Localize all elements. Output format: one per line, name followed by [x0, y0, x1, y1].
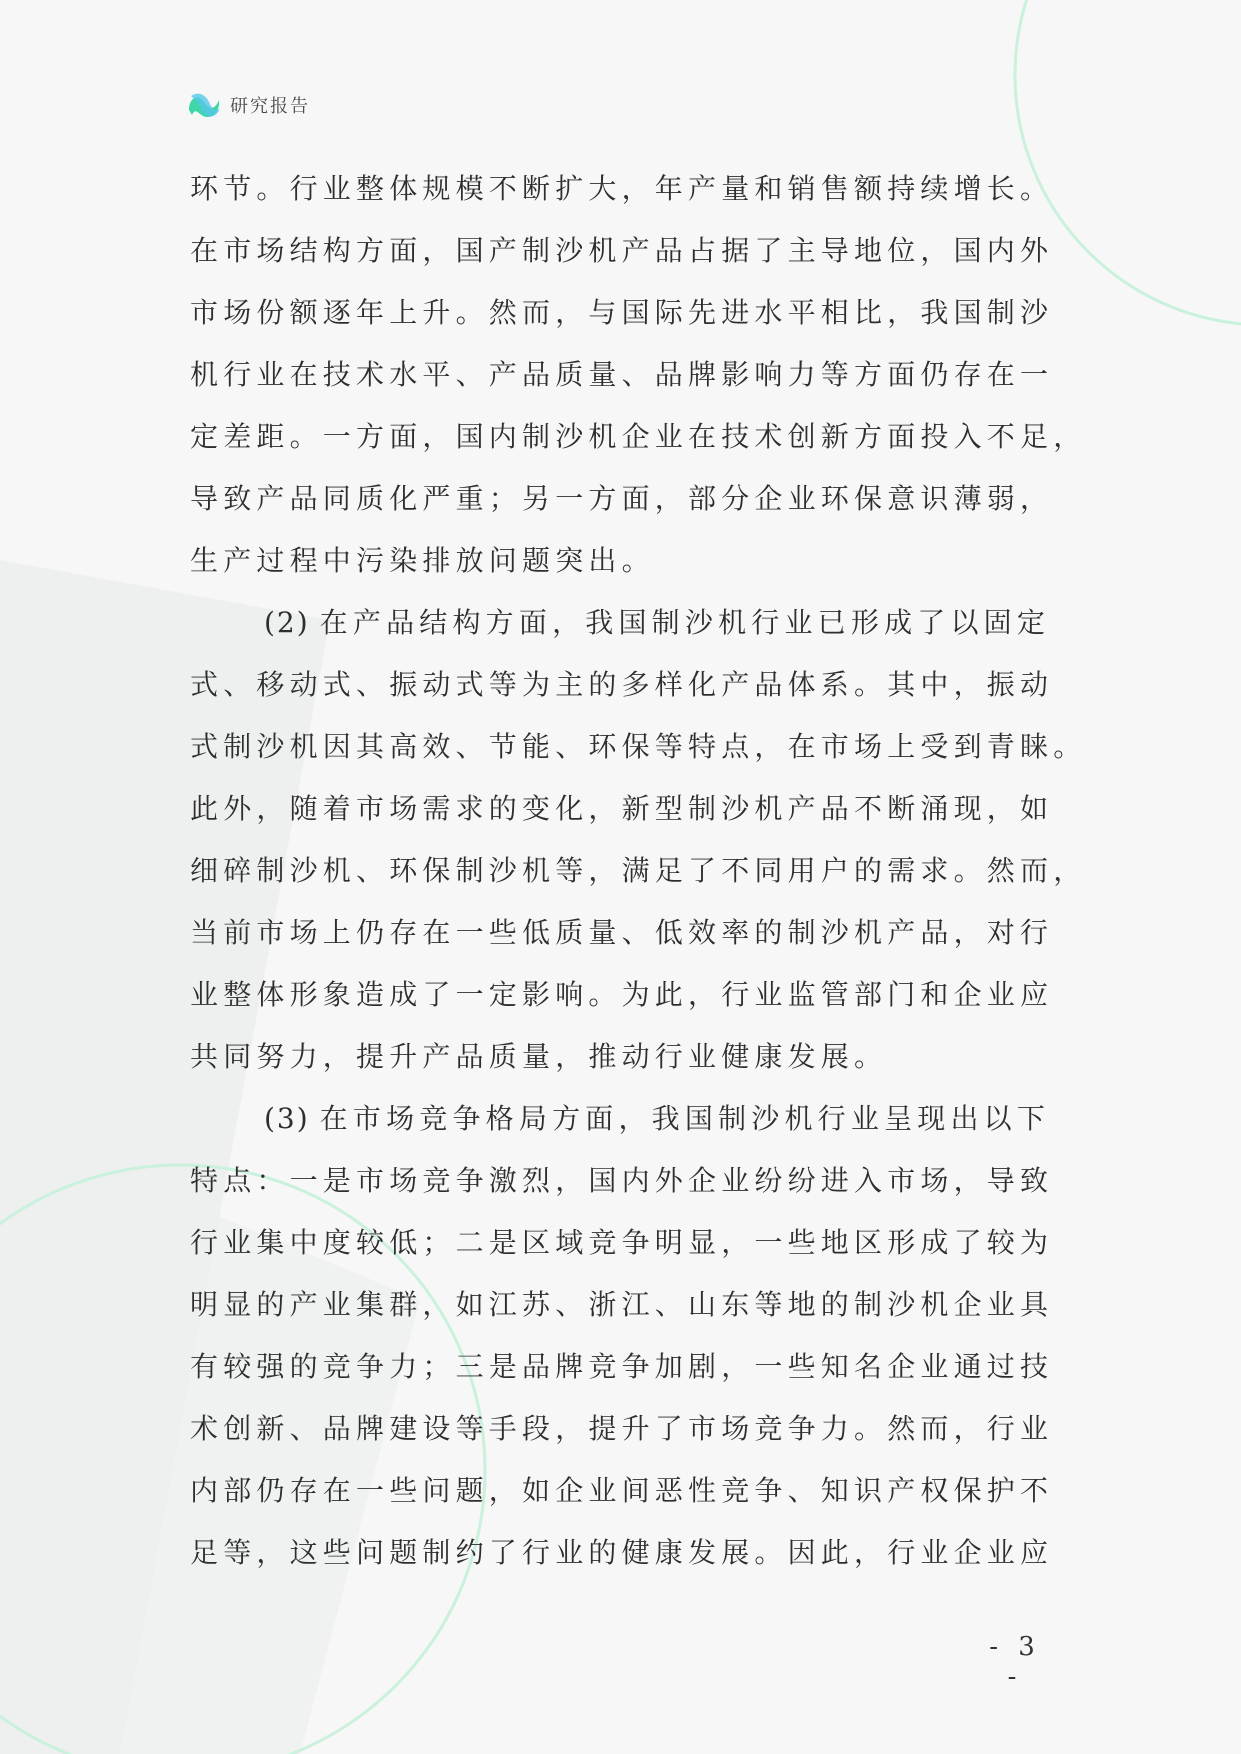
text-line: 此外，随着市场需求的变化，新型制沙机产品不断涌现，如: [190, 792, 1054, 825]
text-line: 市场份额逐年上升。然而，与国际先进水平相比，我国制沙: [190, 296, 1054, 329]
text-line: 明显的产业集群，如江苏、浙江、山东等地的制沙机企业具: [190, 1288, 1054, 1321]
text-line: 足等，这些问题制约了行业的健康发展。因此，行业企业应: [190, 1536, 1054, 1569]
text-line: 定差距。一方面，国内制沙机企业在技术创新方面投入不足，: [190, 420, 1087, 453]
paragraph-1: [190, 158, 1087, 592]
paragraph-first-line: [190, 1088, 1075, 1150]
text-line: 行业集中度较低；二是区域竞争明显，一些地区形成了较为: [190, 1226, 1054, 1259]
paragraph-number: (2): [264, 606, 310, 639]
text-line: 当前市场上仍存在一些低质量、低效率的制沙机产品，对行: [190, 916, 1054, 949]
text-line: 内部仍存在一些问题，如企业间恶性竞争、知识产权保护不: [190, 1474, 1054, 1507]
text-segment: 在产品结构方面，我国制沙机行业已形成了以固定: [319, 606, 1051, 639]
paragraph-first-line: [190, 592, 1075, 654]
text-line: 环节。行业整体规模不断扩大，年产量和销售额持续增长。: [190, 172, 1054, 205]
text-line: 机行业在技术水平、产品质量、品牌影响力等方面仍存在一: [190, 358, 1054, 391]
page-number: - 3 -: [989, 1632, 1041, 1692]
text-line: 特点：一是市场竞争激烈，国内外企业纷纷进入市场，导致: [190, 1164, 1054, 1197]
brand-text: 研究报告: [230, 96, 310, 117]
paragraph-3: [190, 1088, 1075, 1584]
report-header: [186, 88, 310, 122]
text-line: 有较强的竞争力；三是品牌竞争加剧，一些知名企业通过技: [190, 1350, 1054, 1383]
brand-logo-icon: [186, 88, 222, 122]
text-line: 在市场结构方面，国产制沙机产品占据了主导地位，国内外: [190, 234, 1054, 267]
text-line: 术创新、品牌建设等手段，提升了市场竞争力。然而，行业: [190, 1412, 1054, 1445]
text-line: 共同努力，提升产品质量，推动行业健康发展。: [190, 1040, 888, 1073]
text-line: 业整体形象造成了一定影响。为此，行业监管部门和企业应: [190, 978, 1054, 1011]
text-line: 式、移动式、振动式等为主的多样化产品体系。其中，振动: [190, 668, 1054, 701]
text-line: 式制沙机因其高效、节能、环保等特点，在市场上受到青睐。: [190, 730, 1087, 763]
paragraph-number: (3): [264, 1102, 310, 1135]
text-line: 生产过程中污染排放问题突出。: [190, 544, 655, 577]
paragraph-2: [190, 592, 1087, 1088]
document-body: [190, 158, 1087, 1584]
text-line: 细碎制沙机、环保制沙机等，满足了不同用户的需求。然而，: [190, 854, 1087, 887]
text-segment: 在市场竞争格局方面，我国制沙机行业呈现出以下: [319, 1102, 1051, 1135]
text-line: 导致产品同质化严重；另一方面，部分企业环保意识薄弱，: [190, 482, 1054, 515]
